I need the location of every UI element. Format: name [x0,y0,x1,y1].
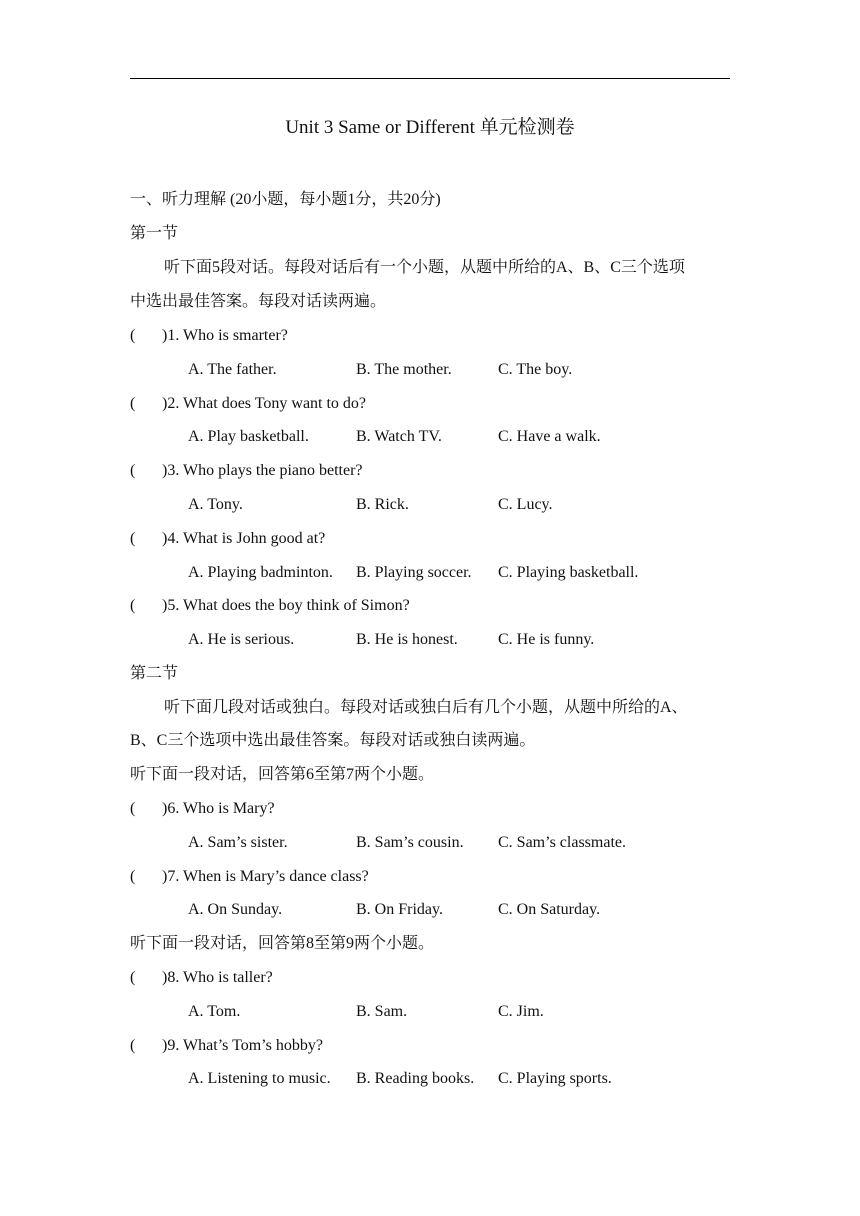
question-stem: )3. Who plays the piano better? [162,462,363,479]
question-stem: )2. What does Tony want to do? [162,395,367,412]
question-stem: )7. When is Mary’s dance class? [162,868,369,885]
option-c: C. On Saturday. [498,901,601,918]
part1-heading: 一、听力理解 (20小题，每小题1分，共20分) [130,191,441,208]
section2-instructions-line1: 听下面几段对话或独白。每段对话或独白后有几个小题，从题中所给的A、 [164,699,688,716]
page-title: Unit 3 Same or Different 单元检测卷 [285,117,575,138]
option-a: A. The father. [188,361,277,378]
option-c: C. Playing basketball. [498,564,639,581]
option-a: A. Play basketball. [188,428,309,445]
section1-instructions-line1: 听下面5段对话。每段对话后有一个小题，从题中所给的A、B、C三个选项 [164,259,685,276]
option-c: C. He is funny. [498,631,595,648]
header-rule [130,78,730,79]
question-6 [130,797,730,821]
answer-blank: ( [130,530,136,547]
option-a: A. Listening to music. [188,1070,331,1087]
question-9 [130,1034,730,1058]
option-a: A. Sam’s sister. [188,834,288,851]
question-5 [130,594,730,618]
question-1 [130,324,730,348]
option-b: B. Rick. [356,496,409,513]
question-3 [130,459,730,483]
question-stem: )5. What does the boy think of Simon? [162,597,410,614]
option-b: B. Playing soccer. [356,564,472,581]
option-b: B. Sam’s cousin. [356,834,464,851]
answer-blank: ( [130,1037,136,1054]
option-c: C. Jim. [498,1003,544,1020]
question-7 [130,865,730,889]
answer-blank: ( [130,969,136,986]
answer-blank: ( [130,597,136,614]
option-b: B. Reading books. [356,1070,475,1087]
answer-blank: ( [130,462,136,479]
question-stem: )1. Who is smarter? [162,327,288,344]
question-2 [130,392,730,416]
option-c: C. The boy. [498,361,573,378]
section1-heading: 第一节 [130,225,179,242]
option-a: A. Tony. [188,496,243,513]
option-a: A. He is serious. [188,631,295,648]
answer-blank: ( [130,800,136,817]
option-b: B. Sam. [356,1003,408,1020]
option-b: B. He is honest. [356,631,458,648]
option-a: A. On Sunday. [188,901,283,918]
option-c: C. Playing sports. [498,1070,612,1087]
option-b: B. The mother. [356,361,452,378]
option-a: A. Tom. [188,1003,241,1020]
section2-instructions-line2: B、C三个选项中选出最佳答案。每段对话或独白读两遍。 [130,732,536,749]
section2-heading: 第二节 [130,665,179,682]
question-stem: )9. What’s Tom’s hobby? [162,1037,323,1054]
answer-blank: ( [130,327,136,344]
answer-blank: ( [130,395,136,412]
question-4 [130,527,730,551]
answer-blank: ( [130,868,136,885]
section1-instructions-line2: 中选出最佳答案。每段对话读两遍。 [130,293,387,310]
option-b: B. Watch TV. [356,428,442,445]
option-a: A. Playing badminton. [188,564,333,581]
question-stem: )8. Who is taller? [162,969,273,986]
question-8 [130,966,730,990]
dialog-intro-6-7: 听下面一段对话，回答第6至第7两个小题。 [130,766,435,783]
option-c: C. Lucy. [498,496,553,513]
dialog-intro-8-9: 听下面一段对话，回答第8至第9两个小题。 [130,935,435,952]
question-stem: )6. Who is Mary? [162,800,275,817]
option-b: B. On Friday. [356,901,443,918]
option-c: C. Sam’s classmate. [498,834,626,851]
question-stem: )4. What is John good at? [162,530,326,547]
option-c: C. Have a walk. [498,428,601,445]
